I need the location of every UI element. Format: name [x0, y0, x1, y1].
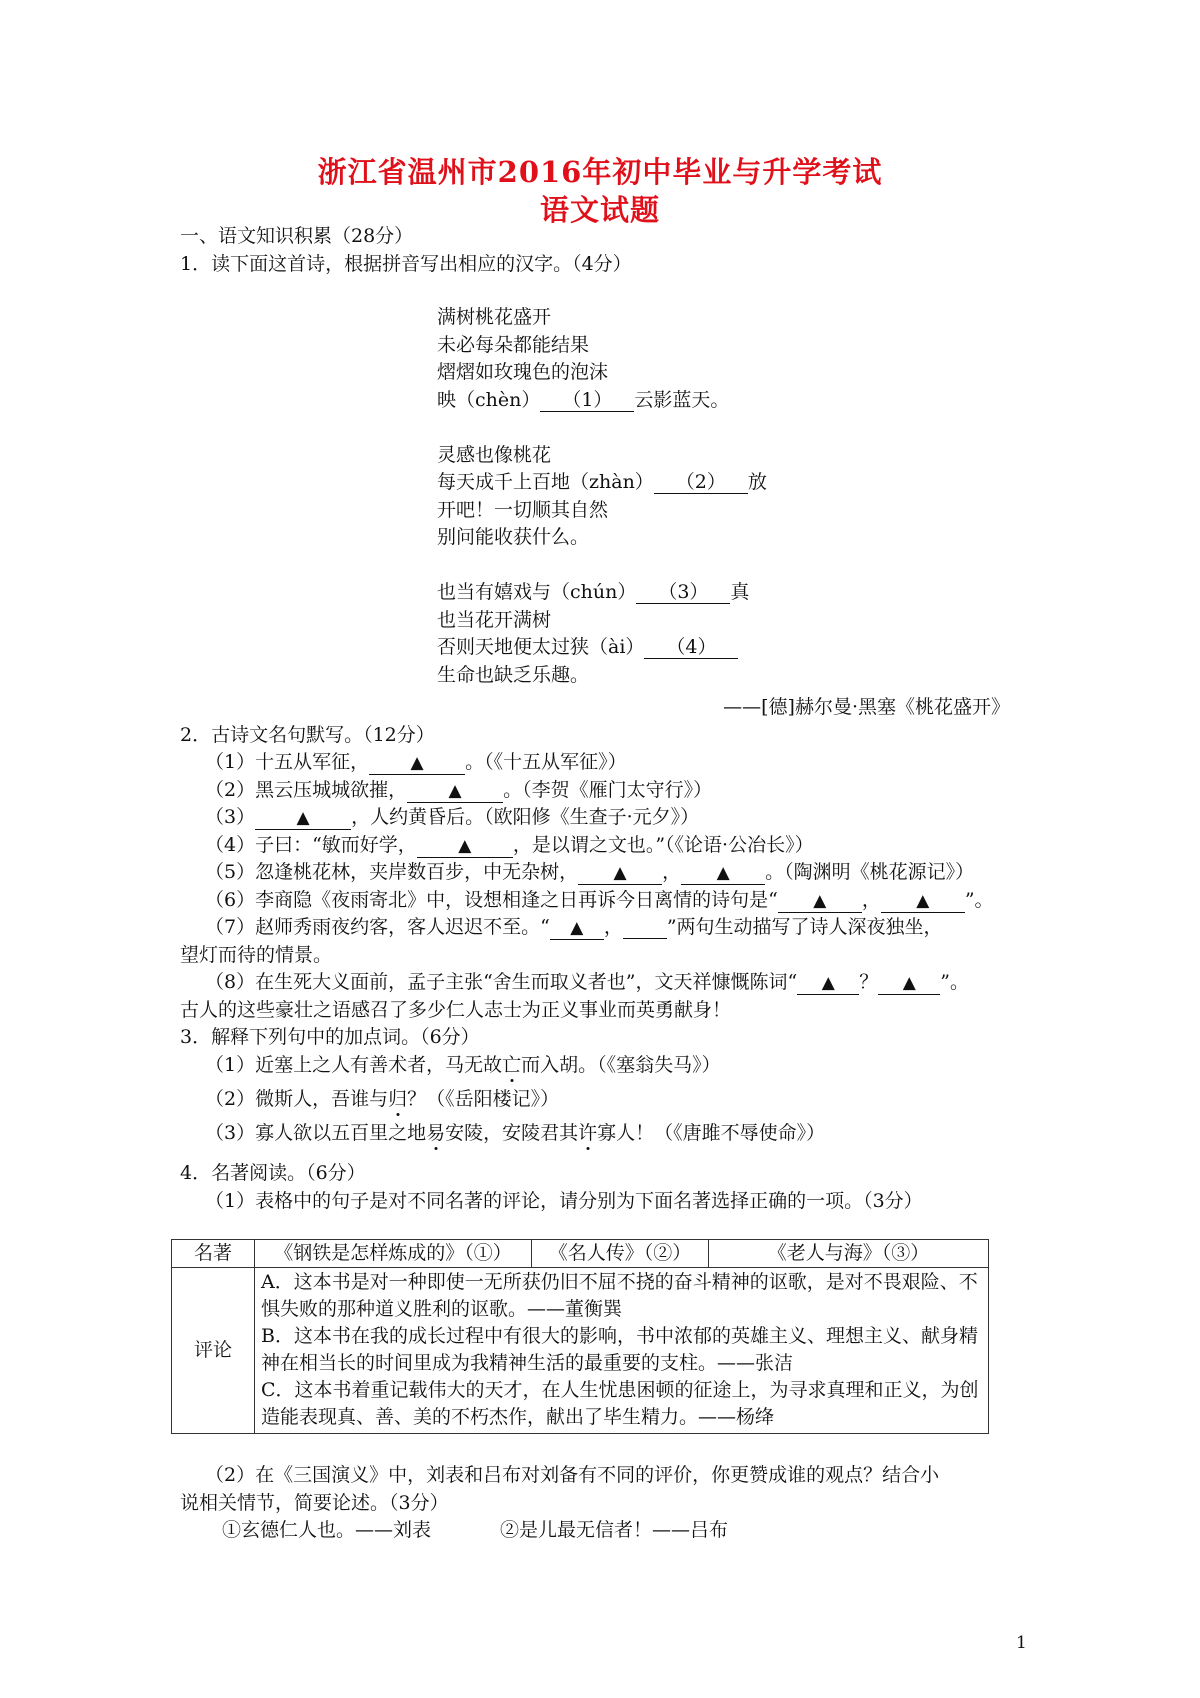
- answer-blank-empty[interactable]: [623, 916, 667, 939]
- table-row: [172, 1268, 989, 1434]
- text: ？: [859, 971, 879, 993]
- text: ”两句生动描写了诗人深夜独坐，: [666, 916, 943, 938]
- text: （7）赵师秀雨夜约客，客人迟迟不至。“: [205, 916, 550, 938]
- dotted-word: 易: [426, 1122, 446, 1144]
- table-header-cell: 《钢铁是怎样炼成的》（①）: [255, 1240, 532, 1268]
- text: 也当有嬉戏与（chún）: [437, 581, 637, 603]
- text: （3）寡人欲以五百里之地: [205, 1122, 427, 1144]
- q4-sub2-cont: 说相关情节，简要论述。（3分）: [180, 1492, 449, 1514]
- text: 。（李贺《雁门太守行》）: [503, 779, 713, 801]
- text: ，: [861, 889, 881, 911]
- poem-line: 别问能收获什么。: [437, 526, 590, 548]
- q3-item-2: [205, 1087, 559, 1111]
- text: 。（陶渊明《桃花源记》）: [765, 861, 975, 883]
- text: 映（chèn）: [437, 389, 541, 411]
- q2-item-6: [205, 888, 994, 913]
- q2-item-5: [205, 860, 974, 885]
- answer-blank[interactable]: ▲: [255, 807, 351, 830]
- answer-blank[interactable]: ▲: [407, 780, 503, 803]
- answer-blank[interactable]: ▲: [778, 890, 862, 913]
- poem-source: ——[德]赫尔曼·黑塞《桃花盛开》: [723, 696, 1010, 718]
- q2-item-4: [205, 833, 814, 858]
- text: ？（《岳阳楼记》）: [407, 1088, 560, 1110]
- poem-line: 未必每朵都能结果: [437, 334, 590, 356]
- poem-line-blank-4: [437, 635, 738, 659]
- q2-item-1: [205, 750, 627, 775]
- comment-c: C．这本书着重记载伟大的天才，在人生忧患困顿的征途上，为寻求真理和正义，为创造能表现真、善、美的不朽杰作，献出了毕生精力。——杨绛: [261, 1379, 979, 1428]
- exam-title: 浙江省温州市2016年初中毕业与升学考试: [317, 155, 883, 189]
- text: （8）在生死大义面前，孟子主张“舍生而取义者也”，文天祥慷慨陈词“: [205, 971, 798, 993]
- comments-cell: [255, 1268, 989, 1434]
- text: （1）十五从军征，: [205, 751, 370, 773]
- poem-line: 满树桃花盛开: [437, 306, 552, 328]
- poem-line: 灵感也像桃花: [437, 444, 552, 466]
- dotted-word: 亡: [502, 1054, 522, 1076]
- comment-a: A．这本书是对一种即使一无所获仍旧不屈不挠的奋斗精神的讴歌，是对不畏艰险、不惧失败的那种道义胜利的讴歌。——董衡巽: [261, 1271, 978, 1320]
- answer-blank[interactable]: ▲: [797, 972, 859, 995]
- text: ”。: [940, 971, 969, 993]
- blank-3[interactable]: （3）: [636, 581, 730, 604]
- exam-subtitle: 语文试题: [539, 193, 660, 227]
- text: （2）黑云压城城欲摧，: [205, 779, 408, 801]
- text: （6）李商隐《夜雨寄北》中，设想相逢之日再诉今日离情的诗句是“: [205, 889, 778, 911]
- text: 寡人！（《唐雎不辱使命》）: [597, 1122, 826, 1144]
- poem-line-blank-3: [437, 580, 749, 604]
- answer-blank[interactable]: ▲: [417, 835, 513, 858]
- poem-line-blank-1: [437, 388, 729, 412]
- text: （2）微斯人，吾谁与: [205, 1088, 389, 1110]
- text: （1）近塞上之人有善术者，马无故: [205, 1054, 503, 1076]
- answer-blank[interactable]: ▲: [878, 972, 940, 995]
- q2-item-3: [205, 805, 699, 830]
- text: 真: [730, 581, 750, 603]
- text: ，: [662, 861, 682, 883]
- text: 放: [747, 471, 767, 493]
- text: （3）: [205, 806, 256, 828]
- poem-line: 开吧！一切顺其自然: [437, 499, 609, 521]
- poem-line: 也当花开满树: [437, 609, 552, 631]
- answer-blank[interactable]: ▲: [578, 862, 662, 885]
- text: 。（《十五从军征》）: [465, 751, 627, 773]
- text: ”。: [964, 889, 994, 911]
- q2-prompt: 2．古诗文名句默写。（12分）: [180, 724, 435, 746]
- text: （4）子曰：“敏而好学，: [205, 834, 417, 856]
- quote-liubiao: ①玄德仁人也。——刘表: [222, 1519, 432, 1541]
- q4-sub2: （2）在《三国演义》中，刘表和吕布对刘备有不同的评价，你更赞成谁的观点？结合小: [205, 1464, 940, 1486]
- text: ，人约黄昏后。（欧阳修《生查子·元夕》）: [351, 806, 700, 828]
- q2-item-7-cont: 望灯而待的情景。: [180, 944, 333, 966]
- answer-blank[interactable]: ▲: [369, 752, 465, 775]
- dotted-word: 许: [578, 1122, 598, 1144]
- poem-line: 生命也缺乏乐趣。: [437, 664, 590, 686]
- q2-item-8: [205, 970, 969, 995]
- table-header-cell: 《名人传》（②）: [532, 1240, 709, 1268]
- q1-prompt: 1．读下面这首诗，根据拼音写出相应的汉字。（4分）: [180, 253, 632, 275]
- page-number: 1: [1016, 1633, 1027, 1653]
- poem-line-blank-2: [437, 470, 767, 494]
- q2-item-8-cont: 古人的这些豪壮之语感召了多少仁人志士为正义事业而英勇献身！: [180, 999, 732, 1021]
- q2-item-7: [205, 915, 943, 940]
- text: ，是以谓之文也。”（《论语·公冶长》）: [512, 834, 814, 856]
- works-table: [171, 1239, 989, 1434]
- table-header-cell: 名著: [172, 1240, 255, 1268]
- blank-1[interactable]: （1）: [540, 389, 634, 412]
- text: （5）忽逢桃花林，夹岸数百步，中无杂树，: [205, 861, 579, 883]
- blank-4[interactable]: （4）: [644, 636, 738, 659]
- answer-blank[interactable]: ▲: [550, 917, 604, 940]
- answer-blank[interactable]: ▲: [681, 862, 765, 885]
- text: 否则天地便太过狭（ài）: [437, 636, 645, 658]
- q3-prompt: 3．解释下列句中的加点词。（6分）: [180, 1026, 480, 1048]
- table-header-row: [172, 1240, 989, 1268]
- q3-item-3: [205, 1121, 825, 1145]
- table-header-cell: 《老人与海》（③）: [709, 1240, 989, 1268]
- text: 安陵，安陵君其: [445, 1122, 579, 1144]
- section-heading: 一、语文知识积累（28分）: [180, 225, 414, 247]
- answer-blank[interactable]: ▲: [881, 890, 965, 913]
- quote-lvbu: ②是儿最无信者！——吕布: [500, 1519, 729, 1541]
- poem-line: 熠熠如玫瑰色的泡沫: [437, 361, 609, 383]
- text: 每天成千上百地（zhàn）: [437, 471, 654, 493]
- q4-prompt: 4．名著阅读。（6分）: [180, 1162, 366, 1184]
- text: ，: [603, 916, 623, 938]
- text: 云影蓝天。: [634, 389, 730, 411]
- dotted-word: 归: [388, 1088, 408, 1110]
- text: 而入胡。（《塞翁失马》）: [521, 1054, 721, 1076]
- table-row-label: 评论: [172, 1268, 255, 1434]
- q2-item-2: [205, 778, 712, 803]
- q4-sub1: （1）表格中的句子是对不同名著的评论，请分别为下面名著选择正确的一项。（3分）: [205, 1190, 923, 1212]
- q3-item-1: [205, 1053, 721, 1077]
- comment-b: B．这本书在我的成长过程中有很大的影响，书中浓郁的英雄主义、理想主义、献身精神在相当长的时间里成为我精神生活的最重要的支柱。——张洁: [261, 1325, 978, 1374]
- blank-2[interactable]: （2）: [654, 471, 748, 494]
